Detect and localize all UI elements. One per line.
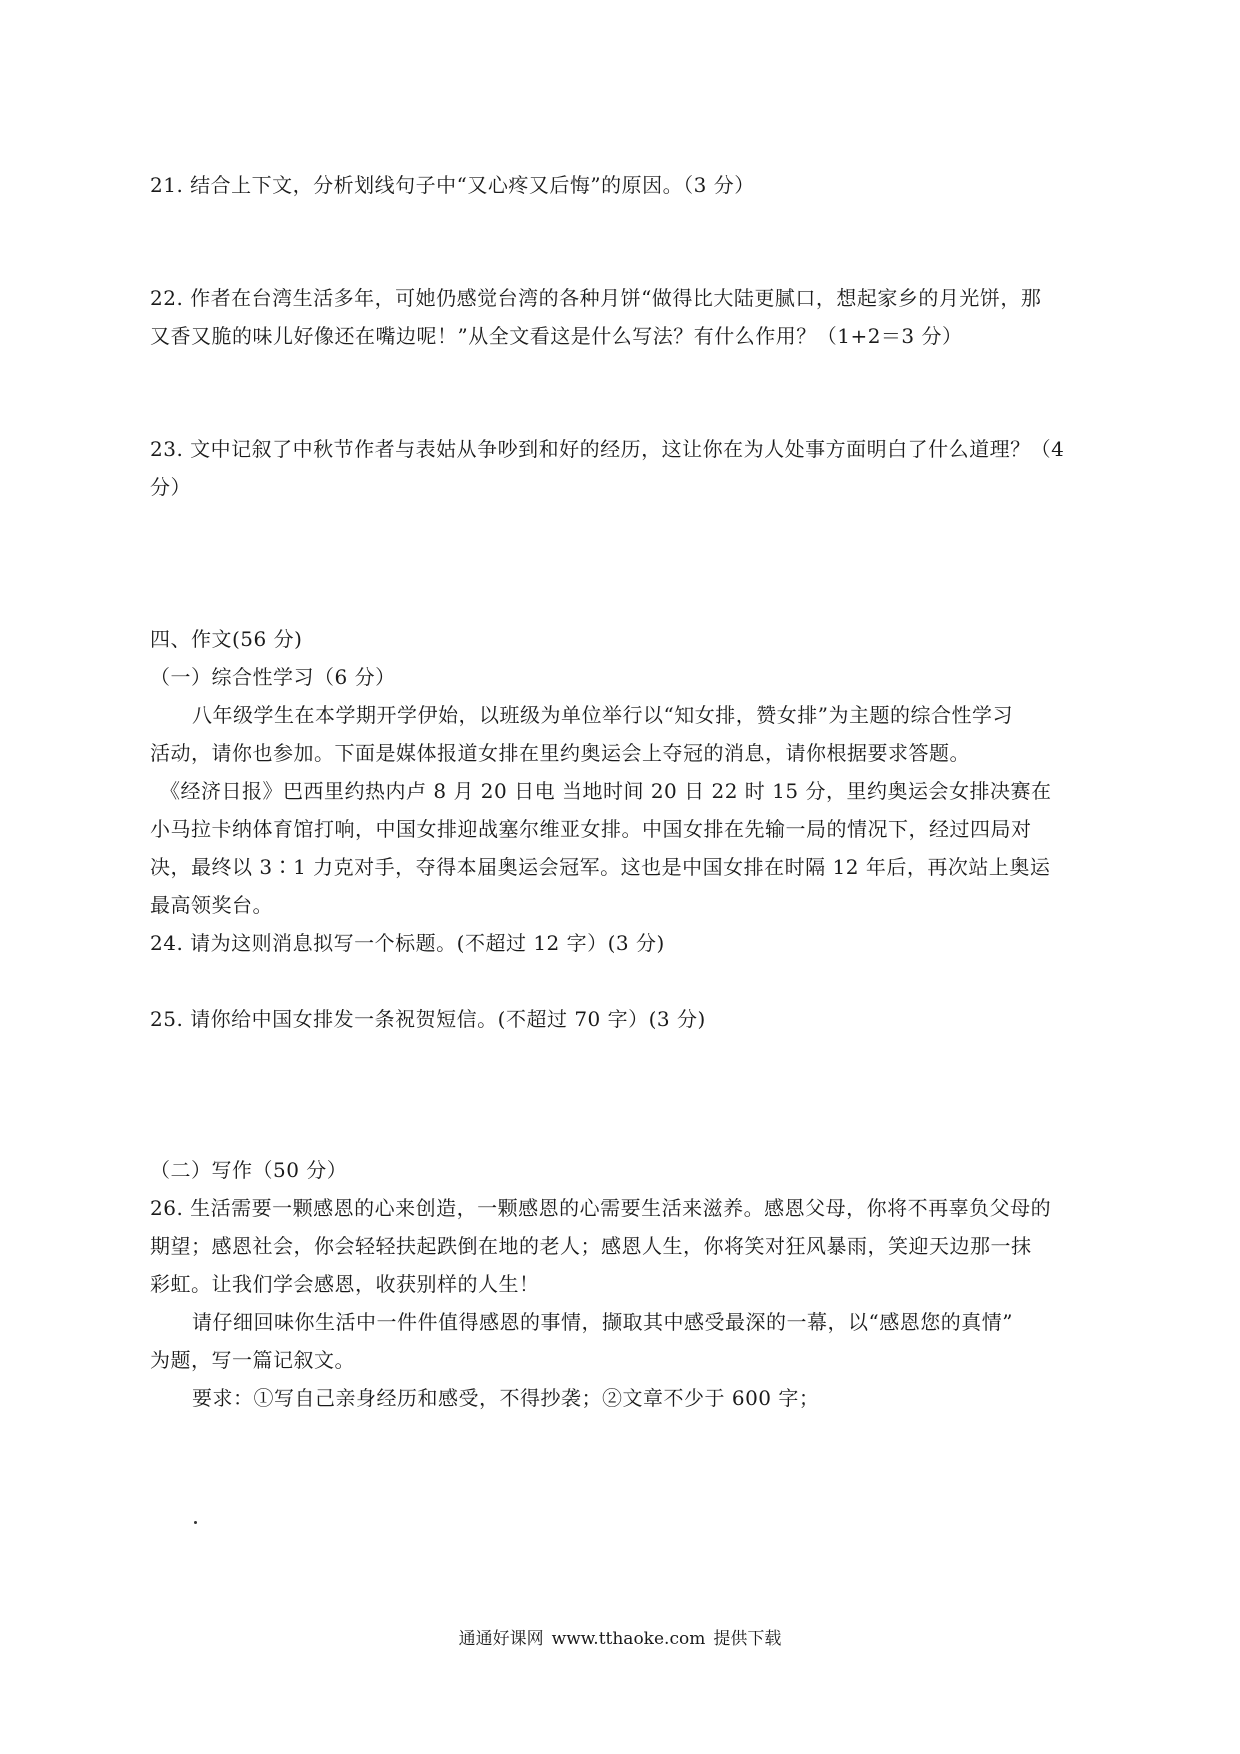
news-line-4: 最高领奖台。 xyxy=(150,893,273,917)
question-21: 21. 结合上下文，分析划线句子中“又心疼又后悔”的原因。（3 分） xyxy=(150,173,755,197)
footer-site-name: 通通好课网 xyxy=(458,1629,544,1649)
question-26-line-2: 期望；感恩社会，你会轻轻扶起跌倒在地的老人；感恩人生，你将笑对狂风暴雨，笑迎天边那一抹 xyxy=(150,1234,1032,1258)
part-2-title: （二）写作（50 分） xyxy=(150,1158,348,1182)
news-line-1: 《经济日报》巴西里约热内卢 8 月 20 日电 当地时间 20 日 22 时 15 分，里约奥运会女排决赛在 xyxy=(160,779,1052,803)
question-26-line-1: 26. 生活需要一颗感恩的心来创造，一颗感恩的心需要生活来滋养。感恩父母，你将不再辜负父母的 xyxy=(150,1196,1052,1220)
section-4-title: 四、作文(56 分) xyxy=(150,627,303,651)
question-25: 25. 请你给中国女排发一条祝贺短信。(不超过 70 字）(3 分) xyxy=(150,1007,706,1031)
news-line-3: 决，最终以 3∶1 力克对手，夺得本届奥运会冠军。这也是中国女排在时隔 12 年后，再次站上奥运 xyxy=(150,855,1051,879)
footer-suffix: 提供下载 xyxy=(713,1629,782,1649)
footer-url: www.tthaoke.com xyxy=(551,1629,706,1649)
stray-dot-mark xyxy=(194,1521,197,1524)
part-1-title: （一）综合性学习（6 分） xyxy=(150,665,396,689)
question-22-line-1: 22. 作者在台湾生活多年，可她仍感觉台湾的各种月饼“做得比大陆更腻口，想起家乡的月光饼，那 xyxy=(150,286,1042,310)
question-22-line-2: 又香又脆的味儿好像还在嘴边呢！”从全文看这是什么写法？有什么作用？（1+2＝3 分） xyxy=(150,324,963,348)
news-line-2: 小马拉卡纳体育馆打响，中国女排迎战塞尔维亚女排。中国女排在先输一局的情况下，经过四局对 xyxy=(150,817,1032,841)
activity-intro-line-1: 八年级学生在本学期开学伊始，以班级为单位举行以“知女排，赞女排”为主题的综合性学习 xyxy=(192,703,1013,727)
question-23-line-2: 分） xyxy=(150,475,191,499)
page-footer xyxy=(0,1627,1240,1651)
task-line-1: 请仔细回味你生活中一件件值得感恩的事情，撷取其中感受最深的一幕，以“感恩您的真情” xyxy=(192,1310,1013,1334)
question-23-line-1: 23. 文中记叙了中秋节作者与表姑从争吵到和好的经历，这让你在为人处事方面明白了什么道理？（4 xyxy=(150,437,1065,461)
question-24: 24. 请为这则消息拟写一个标题。(不超过 12 字）(3 分) xyxy=(150,931,665,955)
activity-intro-line-2: 活动，请你也参加。下面是媒体报道女排在里约奥运会上夺冠的消息，请你根据要求答题。 xyxy=(150,741,970,765)
requirements-line: 要求：①写自己亲身经历和感受，不得抄袭；②文章不少于 600 字； xyxy=(192,1386,820,1410)
task-line-2: 为题，写一篇记叙文。 xyxy=(150,1348,355,1372)
question-26-line-3: 彩虹。让我们学会感恩，收获别样的人生！ xyxy=(150,1272,540,1296)
